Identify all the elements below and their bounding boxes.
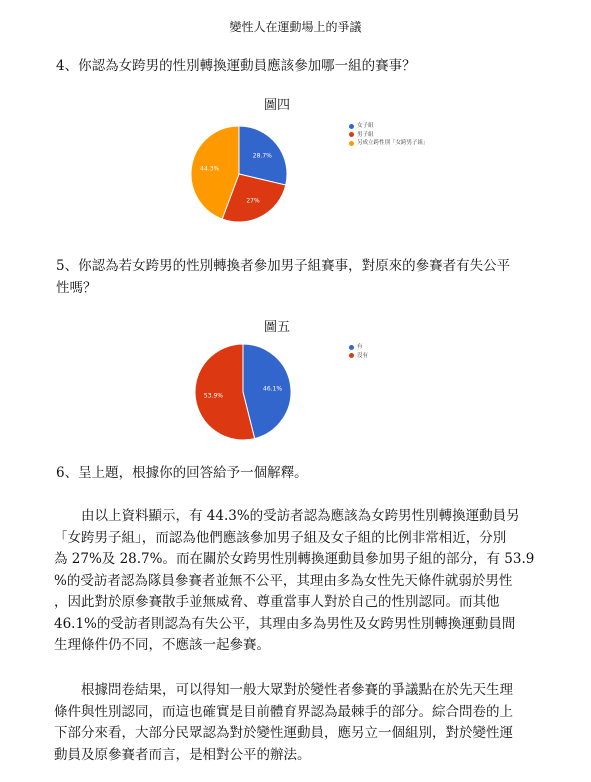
question-5-line: 5、你認為若女跨男的性別轉換者參加男子組賽事，對原來的參賽者有失公平 bbox=[56, 258, 511, 274]
chart-title: 圖五 bbox=[264, 320, 291, 335]
pie-slice-label: 27% bbox=[246, 197, 260, 205]
pie-chart-figure-4 bbox=[180, 94, 480, 234]
legend-dot-icon bbox=[349, 345, 354, 350]
pie-chart-figure-5 bbox=[180, 316, 480, 448]
analysis-paragraph-1 bbox=[54, 506, 549, 657]
legend-label: 沒有 bbox=[357, 352, 369, 359]
legend-item bbox=[349, 352, 368, 361]
legend-dot-icon bbox=[349, 124, 354, 129]
legend-label: 有 bbox=[357, 344, 363, 350]
question-5 bbox=[56, 255, 546, 299]
conclusion-paragraph bbox=[54, 680, 549, 766]
legend-item bbox=[349, 343, 368, 352]
paragraph-line: 為 27%及 28.7%。而在關於女跨男性別轉換運動員參加男子組的部分，有 53.9 bbox=[54, 551, 535, 567]
paragraph-line: 46.1%的受訪者則認為有失公平，其理由多為男性及女跨男性別轉換運動員間 bbox=[54, 615, 516, 632]
pie-slice-label: 44.3% bbox=[200, 165, 220, 173]
pie-chart-svg bbox=[180, 94, 350, 234]
paragraph-line: 動員及原參賽者而言，是相對公平的辦法。 bbox=[54, 746, 311, 763]
paragraph-line: %的受訪者認為隊員參賽者並無不公平，其理由多為女性先天條件就弱於男性 bbox=[54, 572, 513, 589]
paragraph-line: 生理條件仍不同，不應該一起參賽。 bbox=[54, 637, 270, 653]
pie-slice-label: 28.7% bbox=[252, 152, 272, 160]
chart-title: 圖四 bbox=[264, 98, 291, 113]
paragraph-line: 根據問卷結果，可以得知一般大眾對於變性者參賽的爭議點在於先天生理 bbox=[54, 682, 513, 698]
chart-legend bbox=[349, 122, 429, 148]
legend-item bbox=[349, 131, 429, 140]
legend-dot-icon bbox=[349, 132, 354, 137]
paragraph-line: 由以上資料顯示，有 44.3%的受訪者認為應該為女跨男性別轉換運動員另 bbox=[54, 508, 520, 524]
pie-slice-label: 53.9% bbox=[203, 392, 223, 400]
pie-slice-label: 46.1% bbox=[263, 385, 283, 393]
paragraph-line: 條件與性別認同，而這也確實是目前體育界認為最棘手的部分。綜合問卷的上 bbox=[54, 703, 513, 720]
legend-label: 男子組 bbox=[357, 131, 374, 138]
page-header: 變性人在運動場上的爭議 bbox=[229, 20, 362, 34]
pie-chart-svg bbox=[180, 316, 350, 448]
legend-label: 女子組 bbox=[357, 123, 374, 129]
legend-label: 另成立跨性別「女跨男子組」 bbox=[357, 140, 429, 146]
paragraph-line: ，因此對於原參賽散手並無威脅、尊重當事人對於自己的性別認同。而其他 bbox=[54, 594, 500, 610]
question-6: 6、呈上題，根據你的回答給予一個解釋。 bbox=[56, 465, 308, 481]
legend-dot-icon bbox=[349, 141, 354, 146]
question-5-line: 性嗎？ bbox=[56, 280, 97, 296]
chart-legend bbox=[349, 343, 368, 360]
legend-dot-icon bbox=[349, 353, 354, 358]
question-4: 4、你認為女跨男的性別轉換運動員應該參加哪一組的賽事？ bbox=[56, 58, 416, 74]
paragraph-line: 「女跨男子組」，而認為他們應該參加男子組及女子組的比例非常相近，分別 bbox=[54, 529, 507, 546]
legend-item bbox=[349, 139, 429, 148]
paragraph-line: 下部分來看，大部分民眾認為對於變性運動員，應另立一個組別，對於變性運 bbox=[54, 725, 513, 741]
legend-item bbox=[349, 122, 429, 131]
